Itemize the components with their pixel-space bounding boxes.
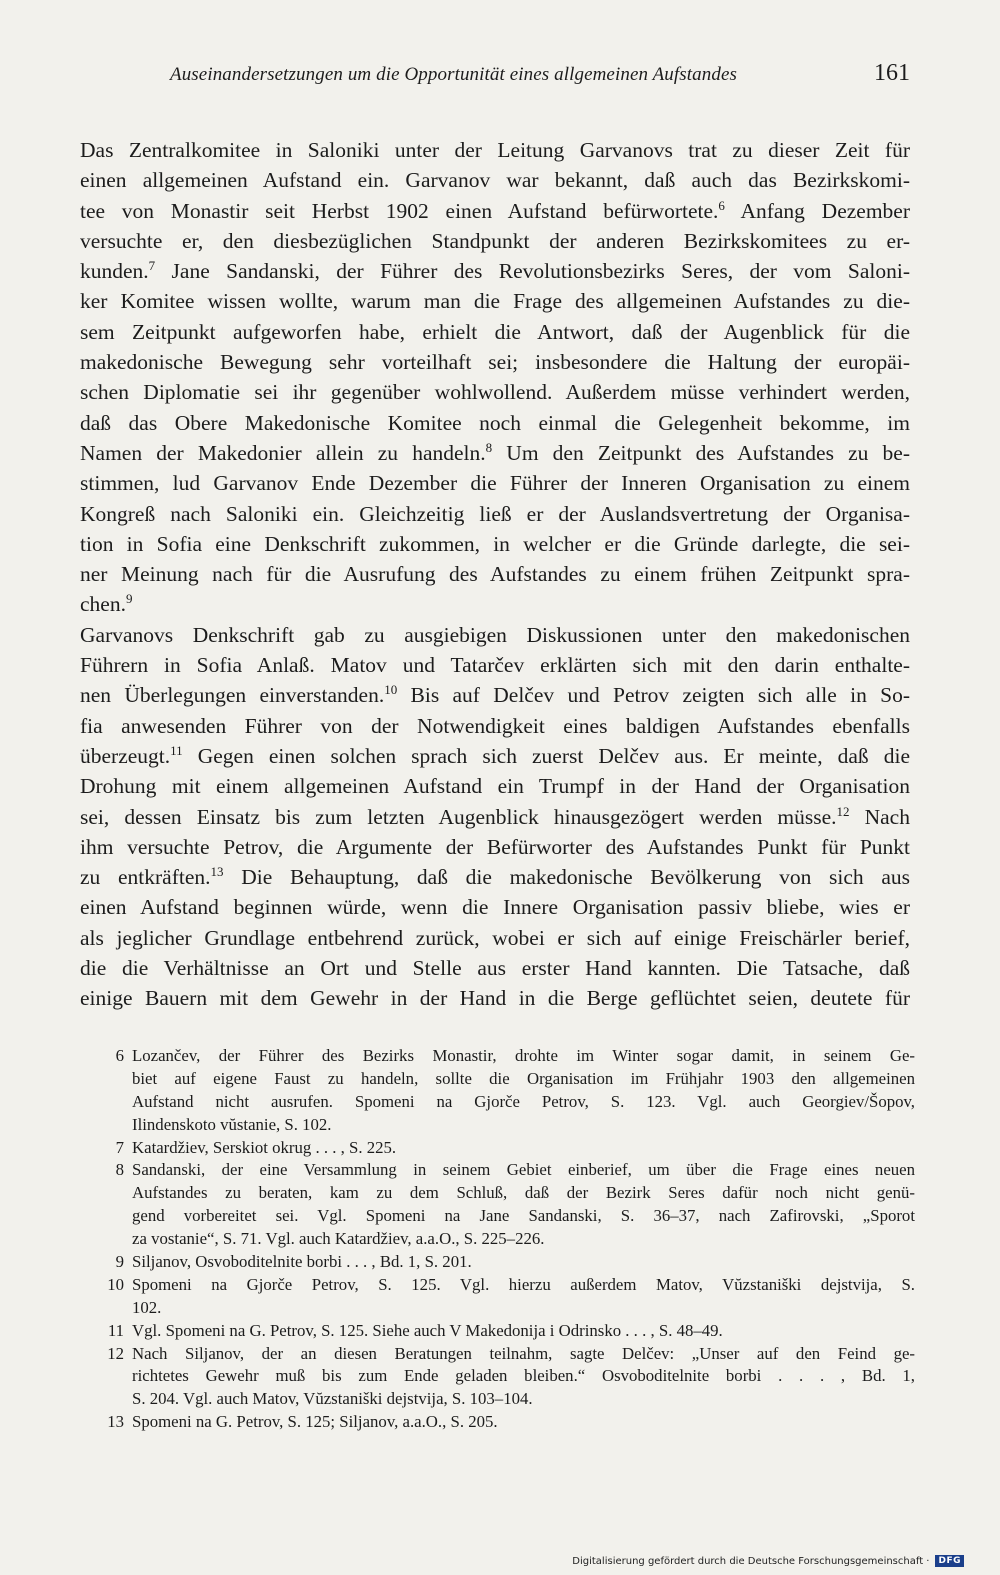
footnote-ref[interactable]: 10 [384,682,398,698]
text-line: einige Bauern mit dem Gewehr in der Hand in die Berge geflüchtet seien, deutete für [80,986,910,1011]
text-line: nen Überlegungen einverstanden.$^{10}$ Bis auf Delčev und Petrov zeigten sich alle in So- [80,682,910,708]
footnote-line: Spomeni na Gjorče Petrov, S. 125. Vgl. hierzu außerdem Matov, Vŭzstaniški dejstvija, S. [132,1274,915,1294]
page-number: 161 [874,60,910,86]
running-header [170,60,910,96]
footnote-11 [100,1320,915,1343]
text-line: Drohung mit einem allgemeinen Aufstand ein Trumpf in der Hand der Organisation [80,774,910,799]
footnote-number: 10 [107,1274,124,1294]
text-line: Führern in Sofia Anlaß. Matov und Tatarčev erklärten sich mit den darin enthalte- [80,653,910,678]
footnotes [100,1045,915,1434]
text-line: ker Komitee wissen wollte, warum man die Frage des allgemeinen Aufstandes zu die- [80,289,910,314]
footnote-line: Siljanov, Osvoboditelnite borbi . . . , Bd. 1, S. 201. [132,1252,472,1272]
text-line: stimmen, lud Garvanov Ende Dezember die Führer der Inneren Organisation zu einem [80,471,910,496]
text-line: fia anwesenden Führer von der Notwendigkeit eines baldigen Aufstandes ebenfalls [80,713,910,738]
text-line: chen.$^9$ [80,591,133,617]
text-line: ihm versuchte Petrov, die Argumente der Befürworter des Aufstandes Punkt für Punkt [80,834,910,859]
footnote-line: Vgl. Spomeni na G. Petrov, S. 125. Siehe auch V Makedonija i Odrinsko . . . , S. 48–49. [132,1320,723,1340]
footnote-line: Spomeni na G. Petrov, S. 125; Siljanov, a.a.O., S. 205. [132,1412,498,1432]
footnote-line: Nach Siljanov, der an diesen Beratungen teilnahm, sagte Delčev: „Unser auf den Feind ge- [132,1343,915,1363]
footnote-ref[interactable]: 8 [485,439,493,455]
footnote-line: za vostanie“, S. 71. Vgl. auch Katardžiev, a.a.O., S. 225–226. [132,1229,545,1249]
footnote-number: 7 [115,1137,124,1157]
footnote-line: Aufstandes zu beraten, kam zu dem Schluß, daß der Bezirk Seres dafür noch nicht genü- [132,1183,915,1203]
footnote-ref[interactable]: 7 [148,258,156,274]
footnote-line: richtetes Gewehr muß bis zum Ende geladen bleiben.“ Osvoboditelnite borbi . . . , Bd. 1, [132,1366,915,1386]
text-line: tee von Monastir seit Herbst 1902 einen Aufstand befürwortete.$^6$ Anfang Dezember [80,197,911,223]
text-line: schen Diplomatie sei ihr gegenüber wohlwollend. Außerdem müsse verhindert werden, [80,380,910,405]
running-title: Auseinandersetzungen um die Opportunität eines allgemeinen Aufstandes [170,64,737,85]
footnote-line: 102. [132,1297,162,1317]
text-line: versuchte er, den diesbezüglichen Standpunkt der anderen Bezirkskomitees zu er- [80,228,910,253]
text-line: sei, dessen Einsatz bis zum letzten Augenblick hinausgezögert werden müsse.$^{12}$ Nach [80,803,910,829]
footnote-number: 12 [107,1343,124,1363]
text-line: einen Aufstand beginnen würde, wenn die Innere Organisation passiv bliebe, wies er [80,895,910,920]
text-line: zu entkräften.$^{13}$ Die Behauptung, daß die makedonische Bevölkerung von sich aus [80,864,910,890]
footnote-6 [100,1045,915,1137]
footnote-number: 13 [107,1412,124,1432]
footnote-9 [100,1251,915,1274]
footnote-ref[interactable]: 9 [125,591,133,607]
text-line: überzeugt.$^{11}$ Gegen einen solchen sprach sich zuerst Delčev aus. Er meinte, daß die [80,742,910,768]
footnote-line: biet auf eigene Faust zu handeln, sollte die Organisation im Frühjahr 1903 den allgemeinen [132,1068,915,1088]
footnote-number: 6 [115,1046,124,1065]
text-line: die die Verhältnisse an Ort und Stelle aus erster Hand kannten. Die Tatsache, daß [80,956,910,981]
footnote-13 [100,1411,915,1434]
text-line: Garvanovs Denkschrift gab zu ausgiebigen Diskussionen unter den makedonischen [80,622,910,647]
footnote-12 [100,1343,915,1412]
text-line: makedonische Bewegung sehr vorteilhaft sei; insbesondere die Haltung der europäi- [80,350,910,375]
footnote-line: Lozančev, der Führer des Bezirks Monastir, drohte im Winter sogar damit, in seinem Ge- [132,1046,915,1065]
footnote-line: Sandanski, der eine Versammlung in seinem Gebiet einberief, um über die Frage eines neuen [132,1160,915,1180]
footnote-line: Aufstand nicht ausrufen. Spomeni na Gjorče Petrov, S. 123. Vgl. auch Georgiev/Šopov, [132,1091,915,1111]
footnote-number: 9 [115,1252,124,1272]
footnote-number: 8 [115,1160,124,1180]
text-line: als jeglicher Grundlage entbehrend zurück, wobei er sich auf einige Freischärler berief, [80,925,910,950]
text-line: Kongreß nach Saloniki ein. Gleichzeitig ließ er der Auslandsvertretung der Organisa- [80,501,910,526]
main-text [80,135,910,1014]
footer-text: Digitalisierung gefördert durch die Deutsche Forschungsgemeinschaft · [572,1555,930,1567]
footnote-ref[interactable]: 6 [718,197,725,213]
text-line: Das Zentralkomitee in Saloniki unter der Leitung Garvanovs trat zu dieser Zeit für [80,138,910,162]
footnote-line: gend vorbereitet sei. Vgl. Spomeni na Jane Sandanski, S. 36–37, nach Zafirovski, „Sporot [132,1206,915,1226]
footnote-ref[interactable]: 12 [836,803,850,819]
footnote-7 [100,1137,915,1160]
dfg-logo-icon: DFG [935,1555,964,1567]
text-line: einen allgemeinen Aufstand ein. Garvanov war bekannt, daß auch das Bezirkskomi- [80,168,910,193]
footnote-ref[interactable]: 11 [170,742,183,758]
text-line: tion in Sofia eine Denkschrift zukommen, in welcher er die Gründe darlegte, die sei- [80,531,910,556]
text-line: daß das Obere Makedonische Komitee noch einmal die Gelegenheit bekomme, im [80,410,910,435]
text-line: ner Meinung nach für die Ausrufung des Aufstandes zu einem frühen Zeitpunkt spra- [80,562,910,587]
footnote-ref[interactable]: 13 [210,864,224,880]
text-line: Namen der Makedonier allein zu handeln.$^8$ Um den Zeitpunkt des Aufstandes zu be- [80,439,910,465]
text-line: kunden.$^7$ Jane Sandanski, der Führer des Revolutionsbezirks Seres, der vom Saloni- [80,258,910,284]
footnote-8 [100,1159,915,1251]
digitization-footer [572,1555,964,1567]
text-line: sem Zeitpunkt aufgeworfen habe, erhielt die Antwort, daß der Augenblick für die [80,319,910,344]
footnote-number: 11 [107,1320,124,1340]
footnote-line: Ilindenskoto vŭstanie, S. 102. [132,1114,332,1134]
footnote-line: S. 204. Vgl. auch Matov, Vŭzstaniški dejstvija, S. 103–104. [132,1389,533,1409]
footnote-line: Katardžiev, Serskiot okrug . . . , S. 225. [132,1137,397,1157]
footnote-10 [100,1274,915,1320]
